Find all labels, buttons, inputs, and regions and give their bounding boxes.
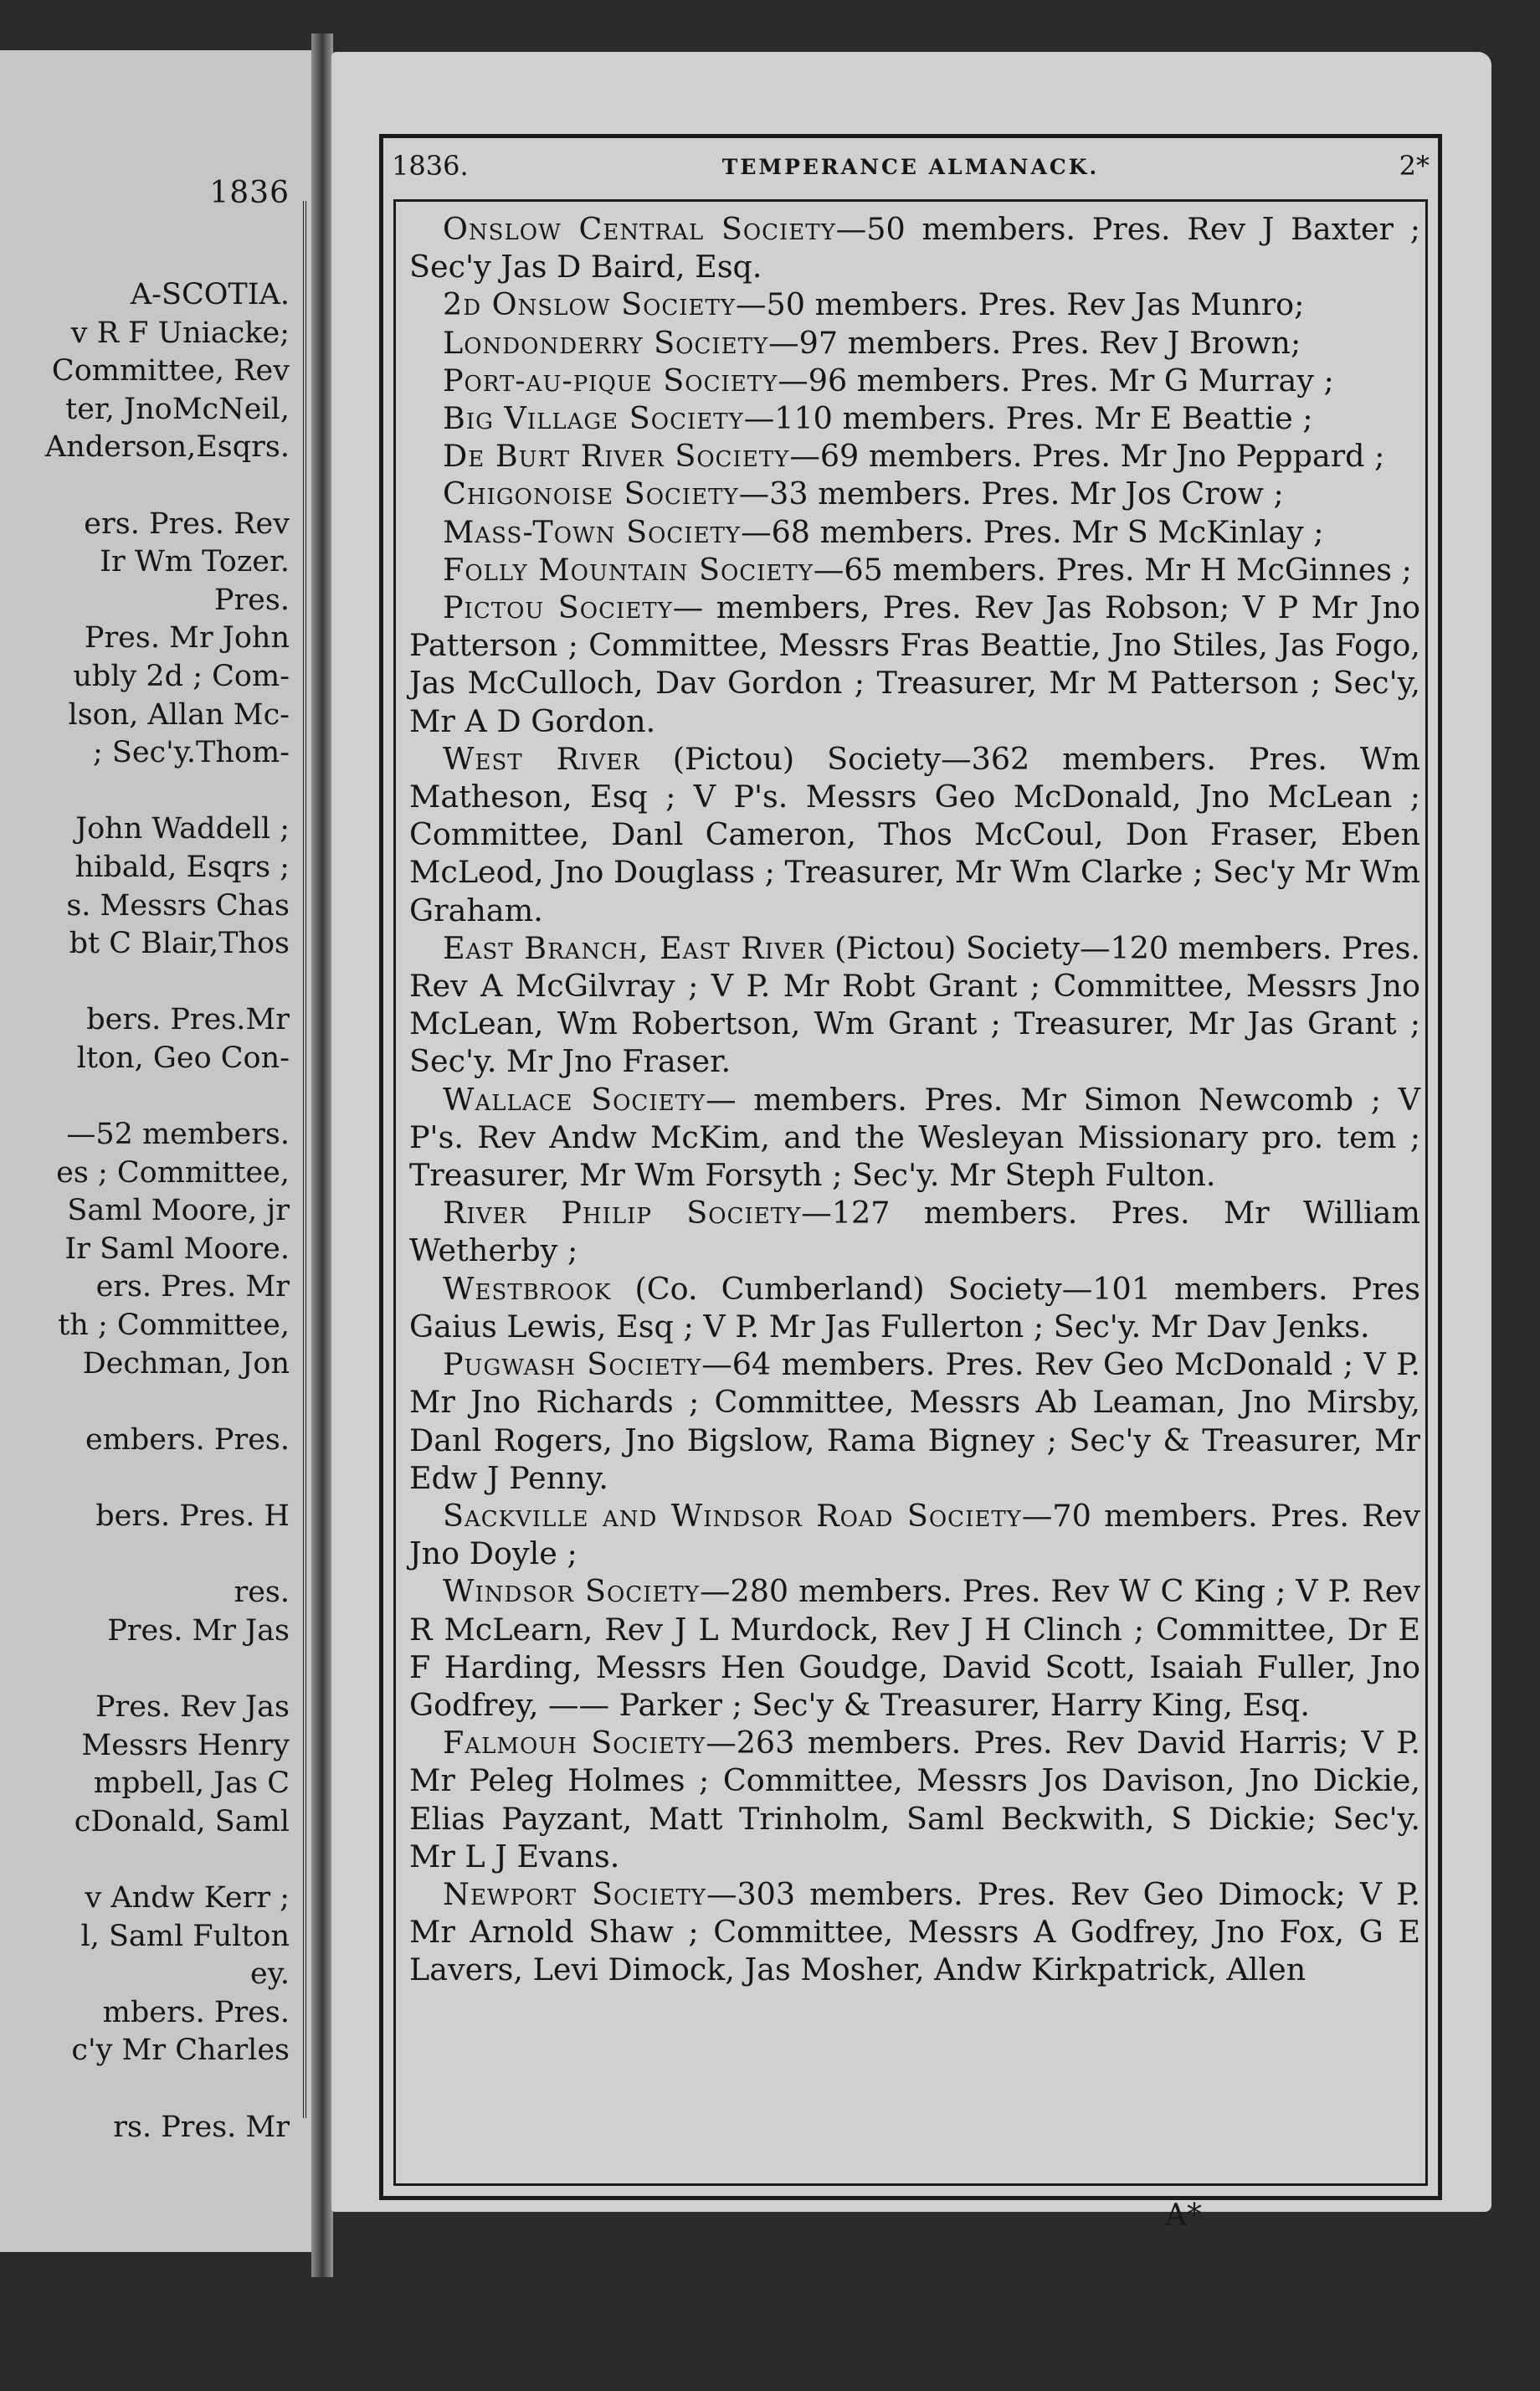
society-details: —110 members. Pres. Mr E Beattie ; <box>743 400 1313 437</box>
previous-page-fragment <box>0 50 311 2252</box>
previous-page-line: embers. Pres. <box>85 1422 290 1457</box>
society-name: Folly Mountain Society <box>443 551 814 588</box>
previous-page-line <box>45 2070 290 2109</box>
society-name: Londonderry Society <box>443 324 769 361</box>
society-entry <box>409 324 1420 362</box>
previous-page-line: ubly 2d ; Com- <box>73 659 290 693</box>
society-entry <box>409 399 1420 437</box>
society-entry <box>409 1724 1420 1875</box>
society-entry <box>409 1572 1420 1724</box>
header-title: TEMPERANCE ALMANACK. <box>721 155 1100 179</box>
society-entry <box>409 551 1420 589</box>
society-details: —64 members. Pres. Rev Geo McDonald ; V P. Mr Jno Richards ; Committee, Messrs Ab Leaman, Jno Mirsby, Danl Rogers, Jno Bigslow, Rama Bigney ; Sec'y & Treasurer, Mr Edw J Penny. <box>409 1346 1420 1496</box>
previous-page-line: es ; Committee, <box>56 1155 290 1190</box>
society-name: West River <box>443 740 640 777</box>
previous-page-line <box>45 1459 290 1498</box>
previous-page-line: c'y Mr Charles <box>71 2034 290 2068</box>
previous-page-line: Pres. Mr John <box>84 621 290 656</box>
society-entry <box>409 1194 1420 1269</box>
society-name: Pictou Society <box>443 589 673 626</box>
society-name: Windsor Society <box>443 1573 700 1610</box>
society-details: (Co. Cumberland) Society—101 members. Pres Gaius Lewis, Esq ; V P. Mr Jas Fullerton ; Sec'y. Mr Dav Jenks. <box>409 1270 1420 1345</box>
previous-page-line <box>45 773 290 811</box>
previous-page-line <box>45 1650 290 1689</box>
society-entry <box>409 210 1420 285</box>
previous-page-line <box>45 467 290 506</box>
previous-page-line: Dechman, Jon <box>82 1346 290 1381</box>
previous-page-line <box>45 1536 290 1575</box>
previous-page-line: A-SCOTIA. <box>130 278 290 311</box>
society-name: Mass-Town Society <box>443 513 742 550</box>
society-name: Falmouh Society <box>443 1725 706 1761</box>
society-entry <box>409 1081 1420 1195</box>
previous-page-line: Committee, Rev <box>51 354 290 388</box>
society-details: (Pictou) Society—120 members. Pres. Rev A McGilvray ; V P. Mr Robt Grant ; Committee, Messrs Jno McLean, Wm Robertson, Wm Grant ; Treasurer, Mr Jas Grant ; Sec'y. Mr Jno Fraser. <box>409 929 1420 1080</box>
society-details: — members. Pres. Mr Simon Newcomb ; V P's. Rev Andw McKim, and the Wesleyan Missionary pro. tem ; Treasurer, Mr Wm Forsyth ; Sec'y. Mr Steph Fulton. <box>409 1081 1421 1194</box>
previous-page-line: lton, Geo Con- <box>76 1041 290 1075</box>
previous-page-line: —52 members. <box>66 1118 290 1152</box>
society-name: River Philip Society <box>443 1195 802 1231</box>
society-entry <box>409 437 1420 475</box>
previous-page-line: John Waddell ; <box>75 812 290 846</box>
previous-page-line <box>45 964 290 1002</box>
society-details: — members, Pres. Rev Jas Robson; V P Mr Jno Patterson ; Committee, Messrs Fras Beattie, Jno Stiles, Jas Fogo, Jas McCulloch, Dav Gordon ; Treasurer, Mr M Patterson ; Sec'y, Mr A D Gordon. <box>409 589 1420 739</box>
previous-page-line: bers. Pres. H <box>95 1499 290 1533</box>
previous-page-line <box>45 1383 290 1422</box>
previous-page-line: v R F Uniacke; <box>70 316 290 350</box>
society-entry <box>409 1497 1420 1572</box>
previous-page-line: mpbell, Jas C <box>93 1766 290 1801</box>
society-name: Wallace Society <box>443 1081 706 1118</box>
previous-page-line: cDonald, Saml <box>74 1804 290 1838</box>
society-name: East Branch, East River <box>443 929 825 966</box>
previous-page-line <box>45 1077 290 1116</box>
society-entry <box>409 1345 1420 1497</box>
society-entry <box>409 929 1420 1081</box>
previous-page-line: hibald, Esqrs ; <box>74 850 290 884</box>
society-entry <box>409 285 1420 323</box>
text-frame <box>393 199 1428 2186</box>
society-entry <box>409 362 1420 399</box>
society-entry <box>409 475 1420 512</box>
society-details: —69 members. Pres. Mr Jno Peppard ; <box>789 438 1385 475</box>
previous-page-line: ey. <box>250 1957 290 1992</box>
previous-page-line: bt C Blair,Thos <box>69 927 290 961</box>
previous-page-header: 1836 <box>209 176 290 210</box>
previous-page-line: res. <box>234 1576 290 1610</box>
previous-page-line: s. Messrs Chas <box>66 888 290 923</box>
header-year: 1836. <box>392 150 469 182</box>
society-entry <box>409 589 1420 740</box>
printer-signature-mark: A* <box>1165 2198 1202 2233</box>
book-gutter <box>311 33 333 2277</box>
society-details: —303 members. Pres. Rev Geo Dimock; V P. Mr Arnold Shaw ; Committee, Messrs A Godfrey, Jno Fox, G E Lavers, Levi Dimock, Jas Mosher, Andw Kirkpatrick, Allen <box>409 1875 1420 1988</box>
society-details: —68 members. Pres. Mr S McKinlay ; <box>741 513 1324 550</box>
society-name: De Burt River Society <box>443 438 790 475</box>
society-listing <box>409 210 1420 1989</box>
previous-page-line: lson, Allan Mc- <box>68 697 290 732</box>
previous-page-line: v Andw Kerr ; <box>85 1880 290 1915</box>
previous-page-line: ers. Pres. Mr <box>95 1270 290 1304</box>
society-details: —50 members. Pres. Rev J Baxter ; Sec'y Jas D Baird, Esq. <box>409 211 1420 285</box>
society-details: —33 members. Pres. Mr Jos Crow ; <box>738 476 1284 512</box>
previous-page-border <box>303 201 306 2118</box>
previous-page-line: l, Saml Fulton <box>80 1919 290 1953</box>
running-header <box>392 150 1430 192</box>
society-details: —70 members. Pres. Rev Jno Doyle ; <box>409 1497 1420 1572</box>
society-details: —280 members. Pres. Rev W C King ; V P. Rev R McLearn, Rev J L Murdock, Rev J H Clinch ; Committee, Dr E F Harding, Messrs Hen Goudge, David Scott, Isaiah Fuller, Jno Godfrey, —— Parker ; Sec'y & Treasurer, Harry King, Esq. <box>409 1573 1420 1723</box>
previous-page-line: Pres. Mr Jas <box>107 1613 290 1648</box>
society-details: —263 members. Pres. Rev David Harris; V P. Mr Peleg Holmes ; Committee, Messrs Jos Davison, Jno Dickie, Elias Payzant, Matt Trinholm, Saml Beckwith, S Dickie; Sec'y. Mr L J Evans. <box>409 1725 1420 1874</box>
society-name: Chigonoise Society <box>443 476 739 512</box>
society-name: Sackville and Windsor Road Society <box>443 1497 1022 1534</box>
previous-page-text <box>45 276 290 2147</box>
previous-page-line: mbers. Pres. <box>102 1995 290 2029</box>
society-name: Port-au-pique Society <box>443 362 778 398</box>
society-details: —50 members. Pres. Rev Jas Munro; <box>736 286 1305 323</box>
society-details: —65 members. Pres. Mr H McGinnes ; <box>813 551 1412 588</box>
society-name: Pugwash Society <box>443 1346 702 1383</box>
society-details: (Pictou) Society—362 members. Pres. Wm Matheson, Esq ; V P's. Messrs Geo McDonald, Jno McLean ; Committee, Danl Cameron, Thos McCoul, Don Fraser, Eben McLeod, Jno Douglass ; Treasurer, Mr Wm Clarke ; Sec'y Mr Wm Graham. <box>409 740 1420 928</box>
previous-page-line: Messrs Henry <box>81 1728 290 1762</box>
society-details: —97 members. Pres. Rev J Brown; <box>768 324 1301 361</box>
society-details: —96 members. Pres. Mr G Murray ; <box>778 362 1334 398</box>
previous-page-line: ers. Pres. Rev <box>84 506 290 541</box>
society-entry <box>409 1270 1420 1345</box>
society-name: 2d Onslow Society <box>443 286 737 323</box>
previous-page-line: th ; Committee, <box>58 1309 290 1343</box>
society-entry <box>409 1875 1420 1989</box>
previous-page-line: ; Sec'y.Thom- <box>92 736 290 770</box>
previous-page-line: Pres. <box>213 583 290 617</box>
society-details: —127 members. Pres. Mr William Wetherby ; <box>409 1195 1420 1269</box>
previous-page-line: Anderson,Esqrs. <box>44 430 290 465</box>
previous-page-line: Ir Wm Tozer. <box>100 545 290 579</box>
society-name: Westbrook <box>443 1270 612 1307</box>
previous-page-line: Ir Saml Moore. <box>64 1231 290 1266</box>
previous-page-line: bers. Pres.Mr <box>86 1003 290 1037</box>
almanack-page <box>331 52 1491 2212</box>
page-frame <box>379 134 1442 2200</box>
previous-page-line: ter, JnoMcNeil, <box>65 392 290 426</box>
previous-page-line: Pres. Rev Jas <box>95 1689 290 1724</box>
header-page-number: 2* <box>1399 150 1430 182</box>
society-entry <box>409 513 1420 551</box>
society-entry <box>409 740 1420 929</box>
society-name: Onslow Central Society <box>443 211 836 247</box>
previous-page-line <box>45 1841 290 1879</box>
society-name: Newport Society <box>443 1875 706 1912</box>
society-name: Big Village Society <box>443 400 744 437</box>
previous-page-line: Saml Moore, jr <box>67 1194 290 1228</box>
previous-page-line: rs. Pres. Mr <box>113 2110 290 2144</box>
